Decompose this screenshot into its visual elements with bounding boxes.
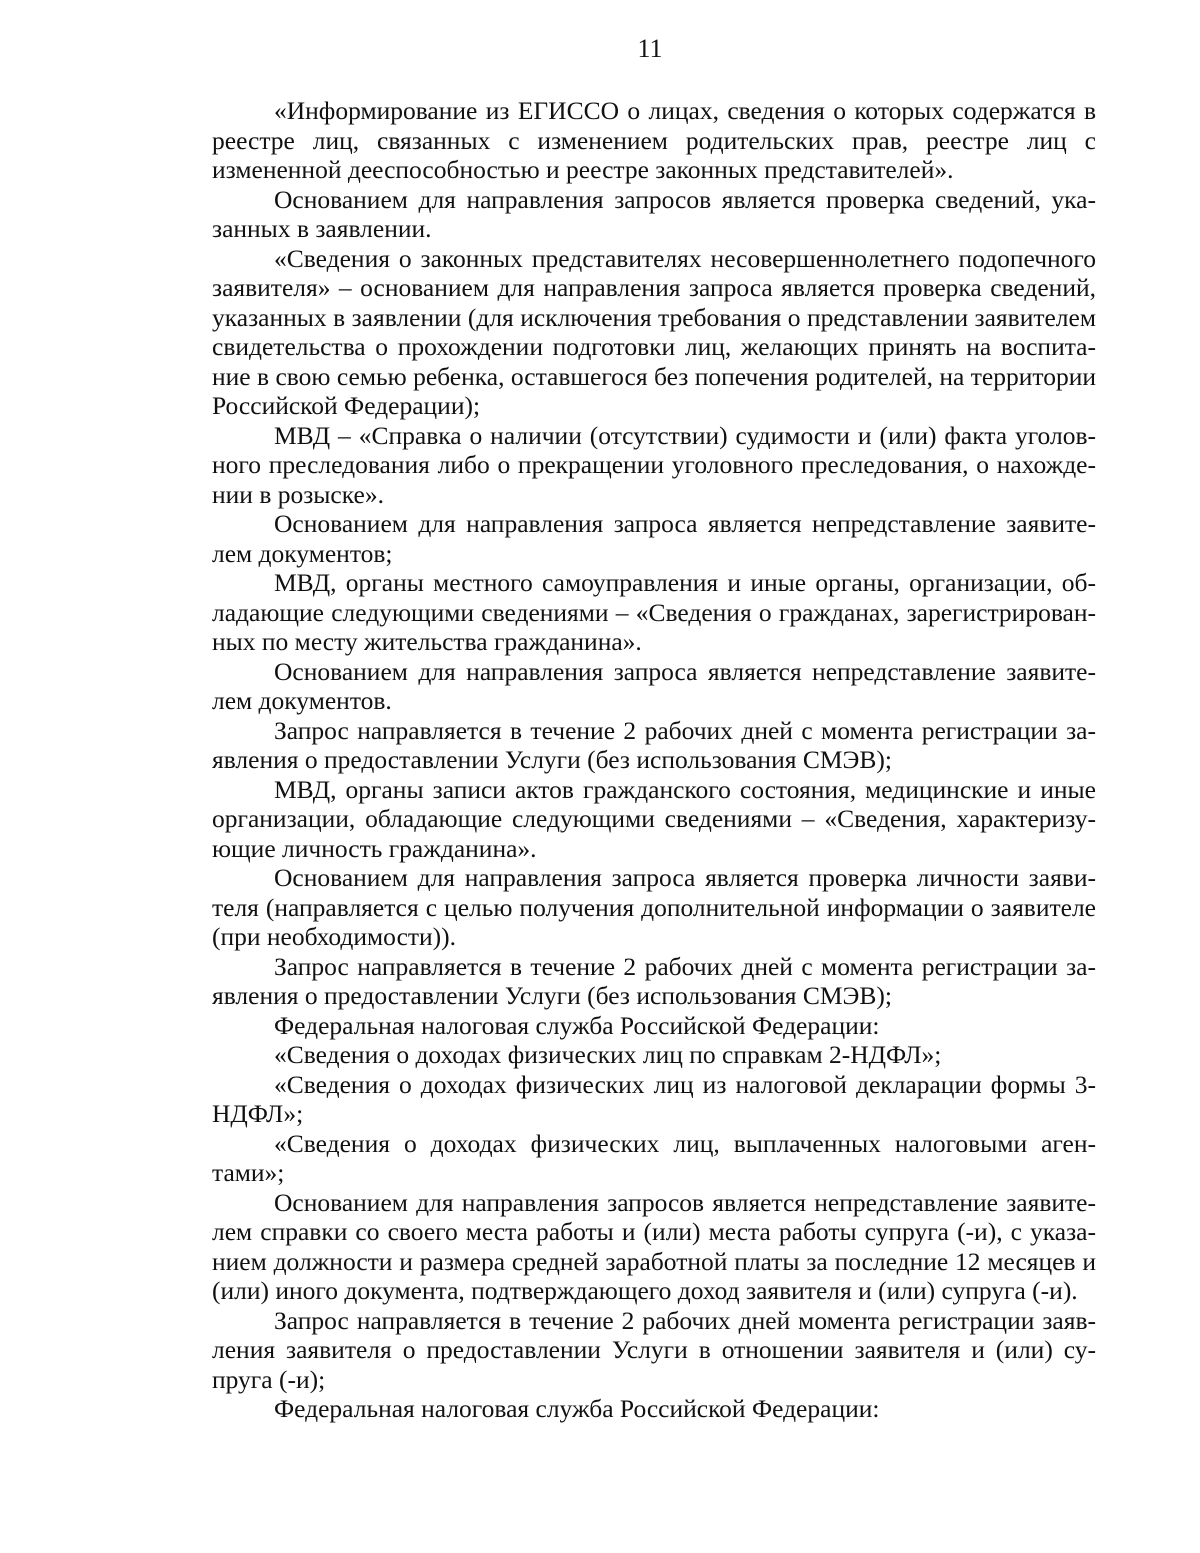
page-number: 11 bbox=[637, 34, 663, 63]
paragraph-income-2ndfl: «Сведения о доходах физических лиц по справкам 2-НДФЛ»; bbox=[274, 1040, 942, 1069]
document-body bbox=[212, 96, 1096, 1424]
paragraph-mvd-criminal-record: МВД – «Справка о наличии (отсутствии) судимости и (или) факта уголовного преследования либо о прекращении уголовного преследования, о нахождении в розыске». bbox=[212, 420, 1096, 509]
paragraph-basis-identity-check: Основанием для направления запроса является проверка личности заявителя (направляется с целью получения дополнительной информации о заявителе (при необходимости)). bbox=[212, 863, 1096, 951]
paragraph-income-3ndfl: «Сведения о доходах физических лиц из налоговой декларации формы 3-НДФЛ»; bbox=[212, 1069, 1096, 1128]
paragraph-basis-income-certificate: Основанием для направления запросов является непредставление заявителем справки со своего места работы и (или) места работы супруга (-и), с указанием должности и размера средней заработной платы за последние 12 месяцев и (или) иного документа, подтверждающего доход заявителя и (или) супруга (-и). bbox=[212, 1187, 1096, 1305]
paragraph-fns-heading: Федеральная налоговая служба Российской Федерации: bbox=[274, 1394, 880, 1423]
paragraph-egisso-info: «Информирование из ЕГИССО о лицах, сведения о которых содержатся в реестре лиц, связанных с изменением родительских прав, реестре лиц с измененной дееспособностью и реестре законных представителей». bbox=[212, 96, 1096, 184]
paragraph-income-tax-agents: «Сведения о доходах физических лиц, выплаченных налоговыми агентами»; bbox=[212, 1128, 1096, 1187]
paragraph-request-deadline-spouse: Запрос направляется в течение 2 рабочих дней момента регистрации заявления заявителя о предоставлении Услуги в отношении заявителя и (или) супруга (-и); bbox=[212, 1305, 1096, 1394]
paragraph-mvd-personality: МВД, органы записи актов гражданского состояния, медицинские и иные организации, обладающие следующими сведениями – «Сведения, характеризующие личность гражданина». bbox=[212, 774, 1096, 863]
paragraph-mvd-registration: МВД, органы местного самоуправления и иные органы, организации, обладающие следующими сведениями – «Сведения о гражданах, зарегистрированных по месту жительства гражданина». bbox=[212, 568, 1096, 656]
paragraph-request-deadline: Запрос направляется в течение 2 рабочих дней с момента регистрации заявления о предоставлении Услуги (без использования СМЭВ); bbox=[212, 951, 1096, 1010]
paragraph-basis-non-submission: Основанием для направления запроса является непредставление заявителем документов. bbox=[212, 656, 1096, 715]
paragraph-basis-check: Основанием для направления запросов является проверка сведений, указанных в заявлении. bbox=[212, 184, 1096, 243]
paragraph-fns-heading: Федеральная налоговая служба Российской Федерации: bbox=[274, 1010, 880, 1040]
paragraph-legal-representatives: «Сведения о законных представителях несовершеннолетнего подопечного заявителя» – основанием для направления запроса является проверка сведений, указанных в заявлении (для исключения требования о представлении заявителем свидетельства о прохождении подготовки лиц, желающих принять на воспитание в свою семью ребенка, оставшегося без попечения родителей, на территории Российской Федерации); bbox=[212, 243, 1096, 420]
paragraph-basis-non-submission: Основанием для направления запроса является непредставление заявителем документов; bbox=[212, 509, 1096, 568]
paragraph-request-deadline: Запрос направляется в течение 2 рабочих дней с момента регистрации заявления о предоставлении Услуги (без использования СМЭВ); bbox=[212, 715, 1096, 774]
